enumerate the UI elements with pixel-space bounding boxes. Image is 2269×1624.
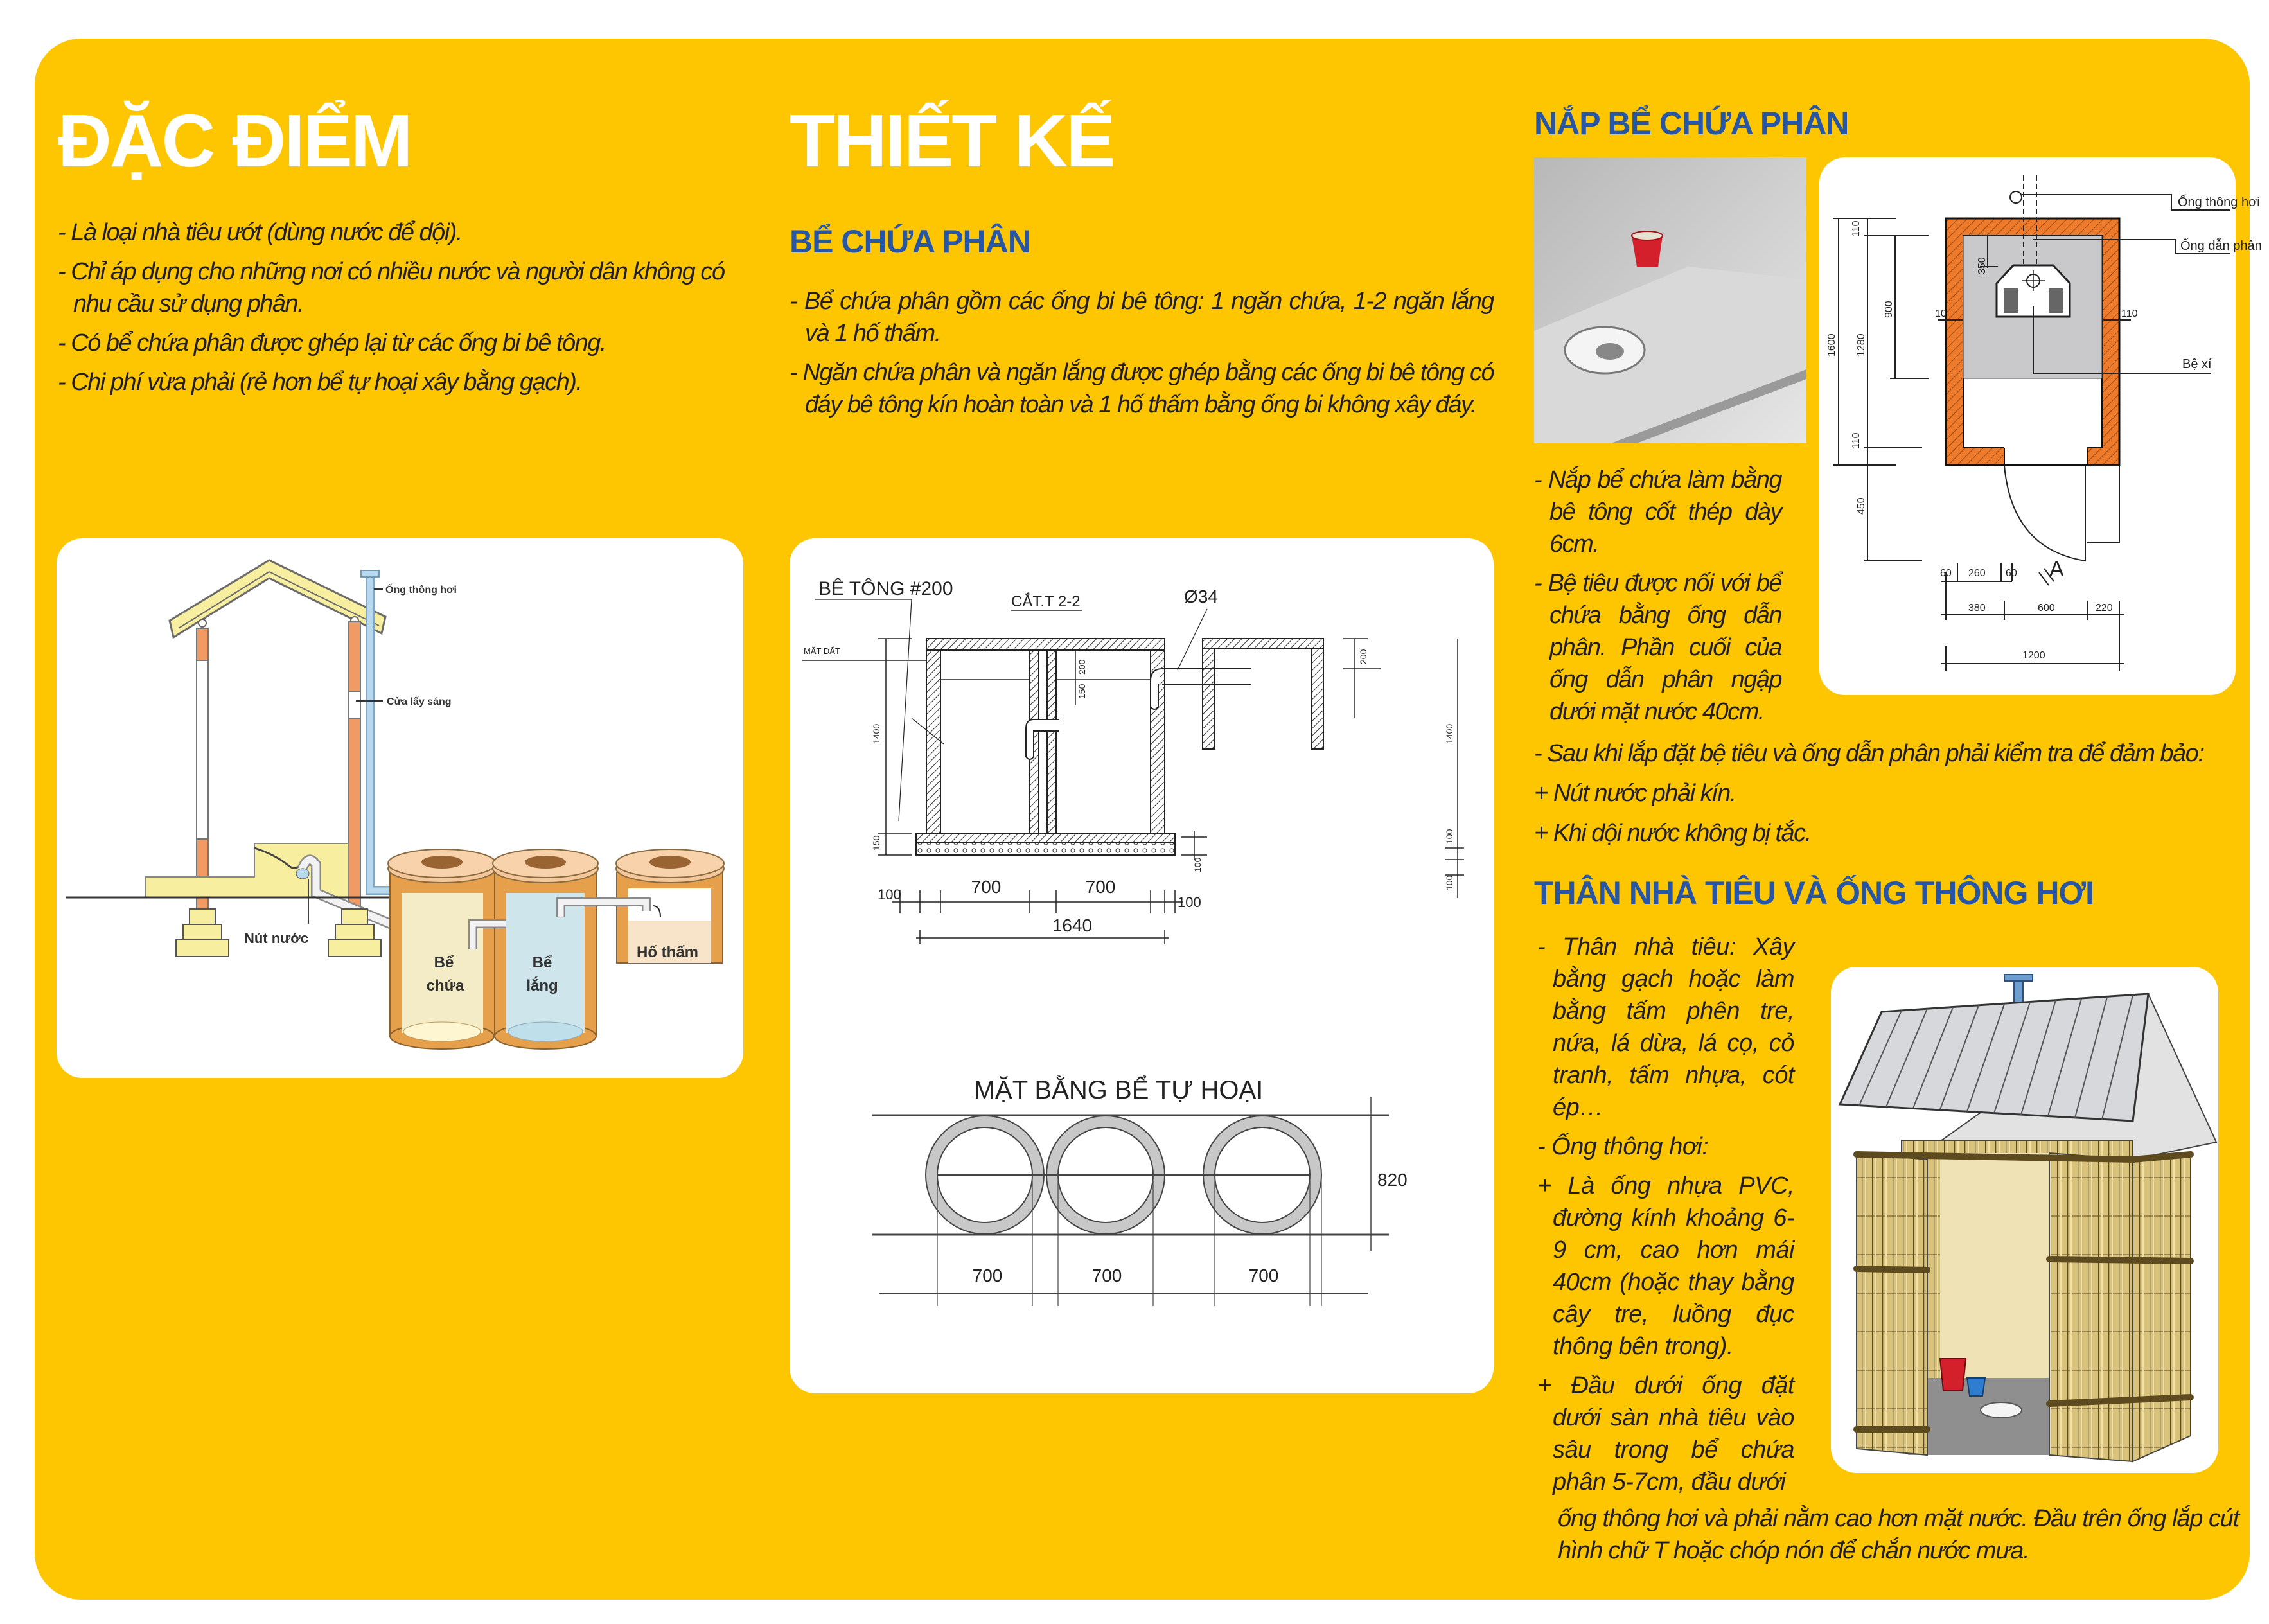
bullet: - Chi phí vừa phải (rẻ hơn bể tự hoại xây bằng gạch). (58, 369, 582, 396)
label-ho-tham: Hố thấm (637, 944, 698, 961)
dim-right-base2: 100 (1444, 875, 1454, 890)
label-be-chua-1: Bể (434, 954, 454, 971)
label-pipe-diameter: Ø34 (1184, 587, 1218, 606)
bullet: + Nút nước phải kín. (1534, 780, 1736, 807)
dac-diem-bullets (58, 216, 739, 405)
bullet: - Bệ tiêu được nối với bể chứa bằng ống dẫn phân. Phần cuối của ống dẫn phân ngập dưới mặt nước 40cm. (1534, 570, 1781, 725)
label-be-xi: Bệ xí (2182, 357, 2212, 371)
plan-dim-700-1: 700 (972, 1266, 1003, 1285)
than-nha-tieu-bullets (1537, 931, 1794, 1505)
dim-60-right: 60 (2006, 568, 2017, 579)
label-concrete: BÊ TÔNG #200 (818, 578, 953, 599)
dim-left-base: 150 (871, 835, 881, 851)
dim-110-bottom: 110 (1851, 432, 1862, 449)
nap-be-bullets-narrow (1534, 464, 1781, 735)
label-section: CẮT.T 2-2 (1011, 593, 1081, 610)
dim-bottom-700-1: 700 (971, 877, 1002, 897)
dim-60-left: 60 (1940, 568, 1952, 579)
label-ground: MẶT ĐẤT (804, 646, 840, 656)
label-be-lang-2: lắng (526, 977, 558, 994)
left-post (197, 628, 208, 909)
toilet-cross-section-diagram (57, 538, 743, 1078)
red-bucket-icon (1940, 1359, 1966, 1391)
front-wall-right (2049, 1153, 2133, 1461)
bullet: - Sau khi lắp đặt bệ tiêu và ống dẫn phân phải kiểm tra để đảm bảo: (1534, 740, 2204, 767)
dim-inner-top: 200 (1077, 659, 1087, 675)
plan-dim-820: 820 (1377, 1170, 1408, 1190)
label-ong-thong-hoi: Ống thông hơi (2178, 195, 2260, 209)
thiet-ke-bullets (790, 285, 1494, 428)
dim-right-base1: 100 (1444, 829, 1454, 844)
bullet: - Nắp bể chứa làm bằng bê tông cốt thép dày 6cm. (1534, 466, 1781, 558)
label-cua-lay-sang: Cửa lấy sáng (387, 696, 452, 707)
dim-left-height: 1400 (871, 723, 881, 744)
front-wall-left (1857, 1153, 1927, 1455)
bullet: - Chỉ áp dụng cho những nơi có nhiều nước và người dân không có nhu cầu sử dụng phân. (58, 258, 725, 317)
bullet: + Đầu dưới ống đặt dưới sàn nhà tiêu vào sâu trong bể chứa phân 5-7cm, đầu dưới (1537, 1372, 1794, 1496)
bullet: + Là ống nhựa PVC, đường kính khoảng 6-9 cm, cao hơn mái 40cm (hoặc thay bằng cây tre, luồng đục thông bên trong). (1537, 1172, 1794, 1360)
dim-1600: 1600 (1826, 333, 1837, 357)
section-title-dac-diem: ĐẶC ĐIỂM (58, 99, 411, 182)
bullet: + Khi dội nước không bị tắc. (1534, 820, 1811, 847)
than-nha-tieu-continuation: ống thông hơi và phải nằm cao hơn mặt nước. Đầu trên ống lắp cút hình chữ T hoặc chóp nón để chắn nước mưa. (1558, 1505, 2239, 1564)
toilet-floor-plan (1819, 157, 2262, 695)
dim-350: 350 (1977, 257, 1988, 274)
dim-slab: 100 (1192, 857, 1203, 872)
section-title-thiet-ke: THIẾT KẾ (790, 99, 1114, 182)
toilet-photo (1534, 157, 1806, 443)
blue-bucket-icon (1967, 1378, 1985, 1396)
heading-nap-be-chua-phan: NẮP BỂ CHỨA PHÂN (1534, 105, 1849, 141)
bullet: - Thân nhà tiêu: Xây bằng gạch hoặc làm bằng tấm phên tre, nứa, lá dừa, lá cọ, cỏ tranh, tấm nhựa, cót ép… (1537, 933, 1794, 1121)
dim-110-top: 110 (1851, 220, 1862, 237)
label-marker-a: A (2049, 557, 2064, 581)
bullet: - Ngăn chứa phân và ngăn lắng được ghép bằng các ống bi bê tông có đáy bê tông kín hoàn toàn và 1 hố thấm bằng ống bi không xây đáy. (790, 359, 1494, 418)
dim-260: 260 (1968, 568, 1986, 579)
right-post (349, 622, 360, 909)
dim-bottom-100-right: 100 (1178, 894, 1201, 910)
label-ong-dan-phan: Ống dẫn phân (2180, 239, 2262, 253)
dim-bottom-total: 1640 (1052, 915, 1093, 935)
bamboo-outhouse-illustration (1831, 967, 2218, 1473)
side-wall (2133, 1153, 2191, 1461)
dim-450: 450 (1856, 497, 1867, 515)
septic-tank-drawings (790, 538, 1494, 1393)
plan-dim-700-2: 700 (1091, 1266, 1122, 1285)
heading-than-nha-tieu: THÂN NHÀ TIÊU VÀ ỐNG THÔNG HƠI (1534, 875, 2094, 911)
plan-dim-700-3: 700 (1248, 1266, 1279, 1285)
tank-be-lang (493, 849, 598, 1049)
bullet: - Bể chứa phân gồm các ống bi bê tông: 1 ngăn chứa, 1-2 ngăn lắng và 1 hố thấm. (790, 288, 1494, 347)
dim-380: 380 (1968, 603, 1986, 613)
plan-drawing (872, 1097, 1389, 1306)
label-nut-nuoc: Nút nước (243, 930, 309, 946)
dim-900: 900 (1884, 301, 1894, 318)
label-be-lang-1: Bể (532, 954, 552, 971)
dim-220: 220 (2096, 603, 2113, 613)
dim-110-side: 110 (2121, 308, 2138, 319)
dim-1280: 1280 (1856, 333, 1867, 357)
dim-10: 10 (1935, 308, 1947, 319)
squat-toilet-icon (1981, 1402, 2022, 1418)
bullet: - Ống thông hơi: (1537, 1133, 1709, 1160)
left-footing (176, 909, 229, 957)
corrugated-roof (1840, 994, 2148, 1121)
label-ong-thong-hoi: Ống thông hơi (385, 585, 457, 596)
bullet: - Là loại nhà tiêu ướt (dùng nước để dội). (58, 219, 462, 246)
dim-right-height: 1400 (1444, 723, 1454, 744)
dim-right-top: 200 (1358, 649, 1368, 664)
label-be-chua-2: chứa (426, 977, 464, 994)
dim-bottom-700-2: 700 (1085, 877, 1116, 897)
plan-title: MẶT BẰNG BỂ TỰ HOẠI (973, 1076, 1264, 1104)
heading-be-chua-phan: BỂ CHỨA PHÂN (790, 224, 1030, 260)
bullet: - Có bể chứa phân được ghép lại từ các ống bi bê tông. (58, 330, 606, 357)
dim-bottom-100-left: 100 (878, 887, 901, 903)
red-bucket-icon (1632, 231, 1663, 267)
dim-600: 600 (2038, 603, 2055, 613)
nap-be-bullets-wide (1534, 737, 2247, 856)
dim-inner-water: 150 (1077, 684, 1087, 699)
dim-1200: 1200 (2022, 650, 2045, 661)
tank-be-chua (388, 849, 496, 1049)
